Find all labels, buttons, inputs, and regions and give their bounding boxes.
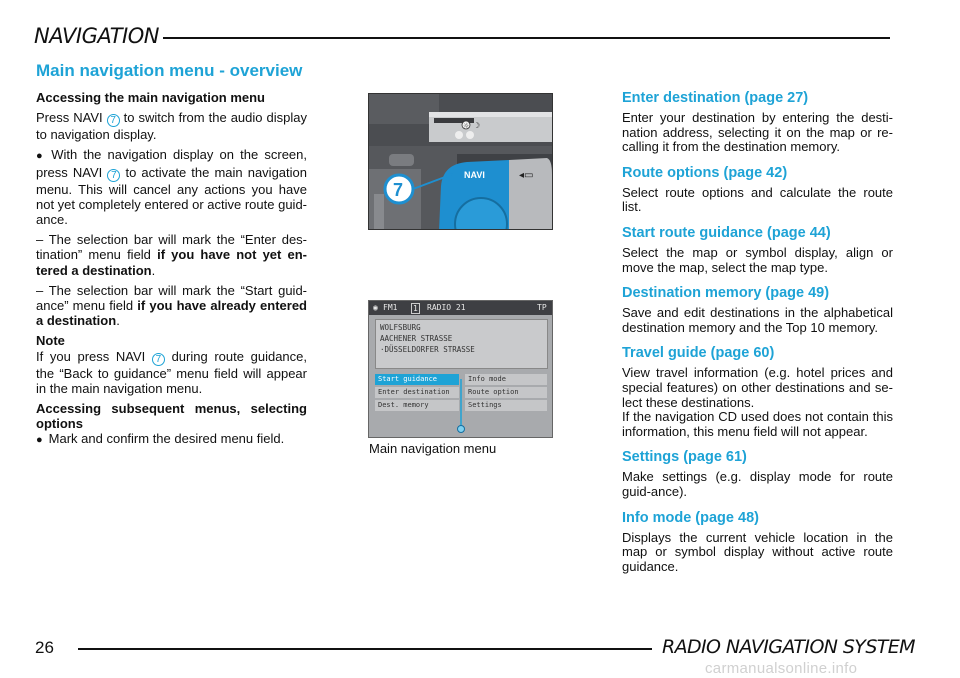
radio-icon: ◉ bbox=[373, 303, 378, 312]
tp-indicator: TP bbox=[537, 303, 547, 312]
title-settings: Settings (page 61) bbox=[622, 449, 747, 466]
footer-rule bbox=[78, 648, 652, 650]
callout-7: 7 bbox=[393, 180, 404, 200]
address-cross-street: ·DÜSSELDORFER STRASSE bbox=[380, 345, 475, 354]
navi-button-photo bbox=[368, 93, 553, 230]
title-start-route-guidance: Start route guidance (page 44) bbox=[622, 224, 831, 241]
station-name: RADIO 21 bbox=[427, 303, 466, 312]
navigation-screen bbox=[368, 300, 553, 438]
menu-start-guidance[interactable]: Start guidance bbox=[375, 374, 459, 385]
navi-key-label: NAVI bbox=[464, 170, 485, 180]
right-column bbox=[622, 90, 893, 584]
bullet-navigation-display: ● With the navigation display on the screen, press NAVI 7 to activate the main navigation menu. This will cancel any actions you have not yet completely entered or active route guid-ance. bbox=[36, 147, 307, 227]
menu-route-option[interactable]: Route option bbox=[465, 387, 547, 398]
bullet-confirm-field: ● Mark and confirm the desired menu field. bbox=[36, 431, 307, 448]
band-label: FM1 bbox=[383, 303, 398, 312]
key-7-icon: 7 bbox=[107, 169, 120, 182]
title-route-options: Route options (page 42) bbox=[622, 164, 788, 181]
text-travel-guide-note: If the navigation CD used does not contain this information, this menu field will not appear. bbox=[622, 409, 893, 439]
address-street: AACHENER STRASSE bbox=[380, 334, 453, 343]
running-header: NAVIGATION bbox=[34, 24, 159, 48]
menu-pointer-line bbox=[369, 301, 553, 438]
note-heading: Note bbox=[36, 333, 65, 349]
menu-enter-destination[interactable]: Enter destination bbox=[375, 387, 459, 398]
title-enter-destination: Enter destination (page 27) bbox=[622, 90, 809, 106]
menu-dest-memory[interactable]: Dest. memory bbox=[375, 400, 459, 411]
title-travel-guide: Travel guide (page 60) bbox=[622, 345, 775, 362]
text-info-mode: Displays the current vehicle location in the map or symbol display without active route guidance. bbox=[622, 529, 893, 574]
key-7-icon: 7 bbox=[152, 353, 165, 366]
paragraph-start-guidance-mark: – The selection bar will mark the “Start guid-ance” menu field if you have already entered a destination. bbox=[36, 282, 307, 329]
svg-text:◂▭: ◂▭ bbox=[519, 170, 534, 181]
footer-title: RADIO NAVIGATION SYSTEM bbox=[662, 636, 915, 658]
key-7-icon: 7 bbox=[107, 114, 120, 127]
menu-settings[interactable]: Settings bbox=[465, 400, 547, 411]
text-destination-memory: Save and edit destinations in the alphabetical destination memory and the Top 10 memory. bbox=[622, 305, 893, 335]
note-text: If you press NAVI 7 during route guidance, the “Back to guidance” menu field will appear in the main navigation menu. bbox=[36, 348, 307, 396]
address-city: WOLFSBURG bbox=[380, 323, 421, 332]
text-settings: Make settings (e.g. display mode for route guid-ance). bbox=[622, 469, 893, 499]
text-start-route-guidance: Select the map or symbol display, align or move the map, select the map type. bbox=[622, 244, 893, 275]
title-destination-memory: Destination memory (page 49) bbox=[622, 285, 830, 302]
watermark: carmanualsonline.info bbox=[705, 660, 858, 677]
section-title: Main navigation menu - overview bbox=[36, 61, 303, 80]
menu-info-mode[interactable]: Info mode bbox=[465, 374, 547, 385]
page-number: 26 bbox=[35, 638, 54, 657]
title-info-mode: Info mode (page 48) bbox=[622, 509, 759, 526]
paragraph-press-navi: Press NAVI 7 to switch from the audio display to navigation display. bbox=[36, 110, 307, 143]
text-route-options: Select route options and calculate the route list. bbox=[622, 184, 893, 215]
text-enter-destination: Enter your destination by entering the desti-nation address, selecting it on the map or re-calling it from the destination memory. bbox=[622, 110, 893, 155]
header-rule bbox=[163, 37, 890, 39]
svg-text:☽: ☽ bbox=[473, 121, 481, 130]
heading-subsequent-menus: Accessing subsequent menus, selecting options bbox=[36, 401, 307, 432]
preset-number: 1 bbox=[413, 304, 418, 313]
paragraph-enter-destination-mark: – The selection bar will mark the “Enter des-tination” menu field if you have not yet en-tered a destination. bbox=[36, 232, 308, 278]
left-column bbox=[36, 90, 307, 454]
svg-text:☼: ☼ bbox=[463, 122, 470, 130]
figure-caption: Main navigation menu bbox=[369, 441, 497, 456]
text-travel-guide: View travel information (e.g. hotel prices and special features) on other destinations and se-lect these destinations. bbox=[622, 365, 893, 410]
heading-accessing-menu: Accessing the main navigation menu bbox=[36, 90, 265, 105]
